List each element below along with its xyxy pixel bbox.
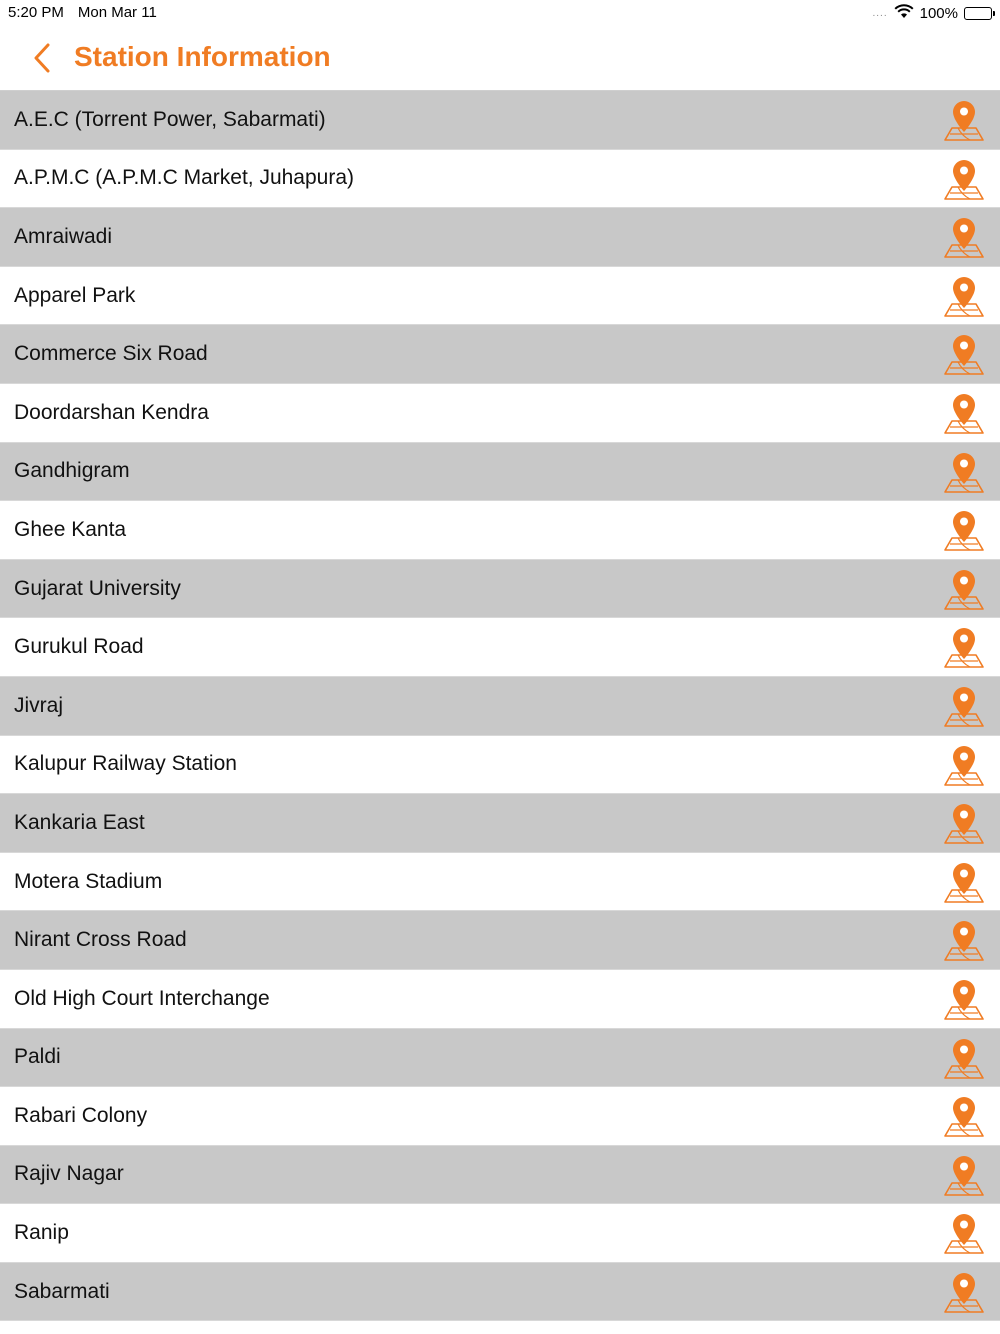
map-pin-icon[interactable] [942, 98, 986, 142]
station-name: A.E.C (Torrent Power, Sabarmati) [14, 107, 326, 131]
station-row[interactable] [0, 1146, 1000, 1205]
map-pin-icon[interactable] [942, 1094, 986, 1138]
station-list [0, 91, 1000, 1321]
station-name: Nirant Cross Road [14, 928, 187, 952]
station-row[interactable] [0, 736, 1000, 795]
map-pin-icon[interactable] [942, 860, 986, 904]
station-row[interactable] [0, 853, 1000, 912]
station-name: Ranip [14, 1221, 69, 1245]
station-row[interactable] [0, 1204, 1000, 1263]
station-name: A.P.M.C (A.P.M.C Market, Juhapura) [14, 166, 355, 190]
station-row[interactable] [0, 911, 1000, 970]
station-row[interactable] [0, 501, 1000, 560]
station-name: Amraiwadi [14, 224, 113, 248]
map-pin-icon[interactable] [942, 215, 986, 259]
status-date: Mon Mar 11 [77, 4, 157, 21]
station-row[interactable] [0, 970, 1000, 1029]
station-row[interactable] [0, 384, 1000, 443]
station-row[interactable] [0, 150, 1000, 209]
map-pin-icon[interactable] [942, 684, 986, 728]
station-name: Sabarmati [14, 1279, 110, 1303]
battery-percent: 100% [919, 5, 958, 22]
status-time: 5:20 PM [8, 4, 64, 21]
station-row[interactable] [0, 618, 1000, 677]
status-left [8, 4, 157, 21]
map-pin-icon[interactable] [942, 918, 986, 962]
station-name: Gandhigram [14, 459, 130, 483]
map-pin-icon[interactable] [942, 1270, 986, 1314]
map-pin-icon[interactable] [942, 391, 986, 435]
station-row[interactable] [0, 325, 1000, 384]
map-pin-icon[interactable] [942, 332, 986, 376]
signal-dots: .... [872, 8, 888, 19]
station-row[interactable] [0, 1029, 1000, 1088]
station-row[interactable] [0, 1263, 1000, 1322]
map-pin-icon[interactable] [942, 274, 986, 318]
station-name: Commerce Six Road [14, 342, 208, 366]
station-name: Doordarshan Kendra [14, 400, 209, 424]
station-row[interactable] [0, 1087, 1000, 1146]
station-row[interactable] [0, 443, 1000, 502]
map-pin-icon[interactable] [942, 1211, 986, 1255]
map-pin-icon[interactable] [942, 450, 986, 494]
station-name: Ghee Kanta [14, 517, 127, 541]
station-name: Motera Stadium [14, 869, 163, 893]
back-button[interactable] [22, 40, 62, 80]
map-pin-icon[interactable] [942, 508, 986, 552]
battery-icon [964, 7, 992, 20]
map-pin-icon[interactable] [942, 977, 986, 1021]
map-pin-icon[interactable] [942, 157, 986, 201]
station-row[interactable] [0, 560, 1000, 619]
map-pin-icon[interactable] [942, 743, 986, 787]
station-row[interactable] [0, 794, 1000, 853]
map-pin-icon[interactable] [942, 1153, 986, 1197]
station-row[interactable] [0, 267, 1000, 326]
status-bar [0, 0, 1000, 28]
station-row[interactable] [0, 208, 1000, 267]
navigation-bar [0, 28, 1000, 91]
wifi-icon [894, 4, 914, 23]
station-name: Paldi [14, 1045, 61, 1069]
station-name: Rajiv Nagar [14, 1162, 124, 1186]
chevron-left-icon [32, 42, 52, 79]
station-name: Apparel Park [14, 283, 136, 307]
station-row[interactable] [0, 677, 1000, 736]
station-name: Gurukul Road [14, 635, 144, 659]
station-name: Kankaria East [14, 810, 145, 834]
map-pin-icon[interactable] [942, 801, 986, 845]
station-name: Gujarat University [14, 576, 181, 600]
station-name: Old High Court Interchange [14, 986, 270, 1010]
map-pin-icon[interactable] [942, 625, 986, 669]
station-name: Kalupur Railway Station [14, 752, 237, 776]
station-row[interactable] [0, 91, 1000, 150]
map-pin-icon[interactable] [942, 567, 986, 611]
station-name: Jivraj [14, 693, 64, 717]
station-name: Rabari Colony [14, 1103, 148, 1127]
page-title: Station Information [74, 41, 331, 72]
status-right [873, 4, 993, 23]
map-pin-icon[interactable] [942, 1036, 986, 1080]
